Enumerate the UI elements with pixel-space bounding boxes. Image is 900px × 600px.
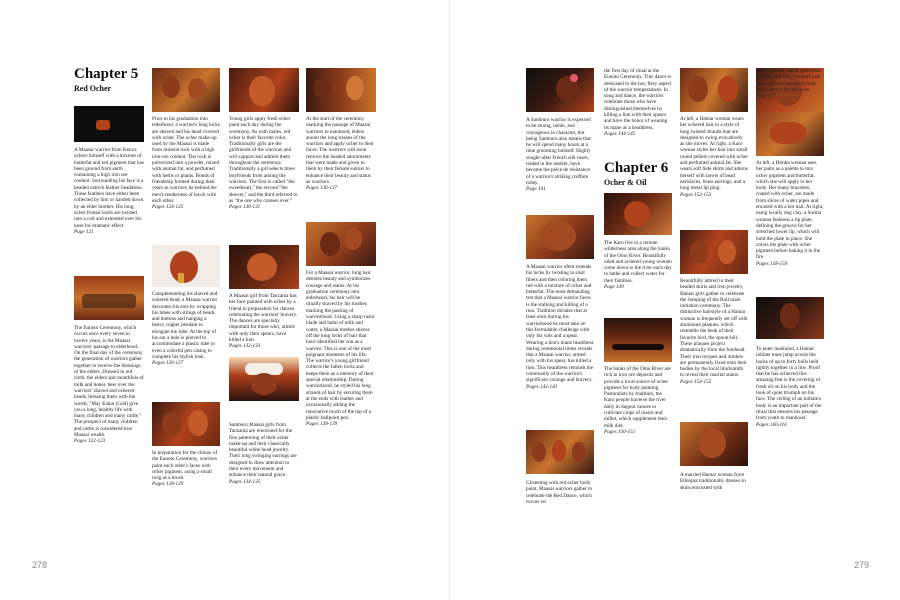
caption-page-ref: Pages 126-127 <box>152 360 184 367</box>
photo-warriors-painting <box>152 402 220 446</box>
photo-girl-face-painted <box>229 245 299 289</box>
caption-text: A married Hamar woman from Ethiopia traditionally dresses in skins encrusted with <box>680 472 746 491</box>
caption-warrior-ear <box>152 291 220 367</box>
caption-hamar-karo-hair <box>680 116 748 198</box>
caption-shaving-locks <box>306 270 376 427</box>
photo-young-girls-ocher <box>229 68 299 112</box>
caption-page-ref: Pages 142-143 <box>526 383 558 390</box>
caption-text: At left, a Himba woman uses her palm as a palette to mix ocher pigment and butterfat, which she will apply to her body. Her many bracelets, coated with ocher, are made from slices of water pipes and encased with a hot nail. At right, using locally dug clay, a Surma woman fashions a lip plate, defining the groove for her stretched lower lip, which will hold the plate in place. She colors the plate with ocher pigment before baking it in the fire. <box>756 160 824 261</box>
caption-page-ref: Pages 150-151 <box>604 428 636 435</box>
photo-elders-anoint <box>306 68 376 112</box>
photo-maasai-warrior-headdress <box>74 106 144 142</box>
chapter-title: Chapter 5 <box>74 66 139 82</box>
caption-karo-river <box>604 240 672 290</box>
caption-text: Samburu Maasai girls from Tanzania are renowned for the fine patterning of their ocher make-up and their classically beautiful white bead jewelry. Their long swinging earrings are designed to draw attention to their every movement and enhance their natural grace. <box>229 422 297 479</box>
chapter-title: Chapter 6 <box>604 160 669 176</box>
caption-text: Beautifully attired in their beaded skirts and iron jewelry, Hamar girls gather to celebrate the Jumping of the Bull male initiation ceremony. The distinctive hairstyle of a Hamar woman is frequently set off with aluminum plaques, which resemble the beak of their favorite bird, the spoon-bill. These plaques project dramatically from the forehead. Their iron torques and armlets are permanently fixed onto their bodies by the local blacksmith to reveal their marital status. <box>680 278 748 379</box>
photo-himba-palm <box>756 112 824 156</box>
chapter-5-heading <box>74 66 146 93</box>
caption-page-ref: Page 157 <box>756 93 776 100</box>
caption-page-ref: Page 141 <box>526 186 546 193</box>
photo-eunoto-ceremony <box>74 276 144 320</box>
caption-hamar-initiate <box>756 346 824 428</box>
photo-hamar-girls <box>680 230 748 274</box>
caption-text: cowrie shells, which symbolize fertility. Her hair, covered with fat, is rubbed into small balls and coated with red ocher. <box>756 68 822 93</box>
caption-text: The Karo live in a remote wilderness area along the banks of the Omo River. Beautifully oiled and ochered young women come down to the river each day to bathe and collect water for their families. <box>604 240 672 284</box>
caption-text: A Samburu warrior is expected to be strong, noble, and courageous in character, but being Samburu also means that he will spend many hours at a time grooming himself. Highly sought-after French silk roses, traded in the market, have become the pièce de résistance of a warrior's striking coiffure today. <box>526 117 591 186</box>
caption-text: A Maasai warrior often extends his locks by twisting in sisal fibers and then coloring them red with a mixture of ocher and butterfat. The most demanding test that a Maasai warrior faces is the stalking and killing of a lion. Tradition dictates that at least once during his warriorhood he must take on this formidable challenge with only his wits and a spear. Wearing a lion's mane headdress during ceremonial times reveals that a Maasai warrior, armed only with his spear, has killed a lion. This headdress reminds the community of the warrior's significant courage and bravery. <box>526 264 594 384</box>
caption-warriors-painting <box>152 450 220 488</box>
photo-samburu-warrior-roses <box>526 68 594 112</box>
caption-text: Young girls apply fresh ocher paint each day during the ceremony. As with males, red ocher is their favorite color. Traditionally girls are the girlfriends of the warriors and will support and admire them throughout the ceremony. Traditionally a girl selects three boyfriends from among the warriors. The first is called "the sweetheart," the second "the skewer," and the third referred to as "the one who crosses over." <box>229 116 298 204</box>
caption-red-dance-continued <box>604 68 672 137</box>
caption-cowrie-continued <box>756 68 824 99</box>
caption-page-ref: Page 121 <box>74 228 94 235</box>
caption-page-ref: Pages 124-125 <box>152 204 184 211</box>
caption-elders-anoint <box>306 116 376 192</box>
photo-karo-women <box>604 193 672 235</box>
caption-page-ref: Pages 130-131 <box>229 204 261 211</box>
caption-page-ref: Pages 160-161 <box>756 421 788 428</box>
photo-samburu-girls-beads <box>229 357 299 401</box>
caption-red-dance <box>526 480 594 505</box>
caption-lion-mane <box>526 264 594 390</box>
caption-text: Complementing his shaved and ochered head, a Maasai warrior decorates his ears by wrapping his lobes with strings of beads and buttons and hanging a heavy copper pendant to elongate the lobe. At the top of his ear a hole is pierced to accommodate a plastic tube or even a colorful pen casing to complete his stylish look. <box>152 291 218 360</box>
caption-text: To enter manhood, a Hamar initiate must jump across the backs of up to forty bulls held tightly together in a line. Proof that he has achieved this amazing feat is the covering of fresh oil on his body and the look of quiet triumph on his face. The ceiling of an initiate's body is an important part of the ritual that ensures his passage from youth to manhood. <box>756 346 822 422</box>
caption-text: The Eunoto Ceremony, which occurs once every seven to twelve years, is the Maasai warriors' passage to elderhood. On the final day of the ceremony the generation of warriors gather together to receive the blessings of the elders. Dressed in red cloth, the elders spit mouthfuls of milk and honey beer over the warriors' shaved and ochered heads, blessing them with the words, "May Enkai (God) give you a long, healthy life with many children and many cattle." The prospect of many children and cattle is considered true Maasai wealth. <box>74 325 144 439</box>
caption-page-ref: Page 149 <box>604 284 624 291</box>
caption-shaved-heads <box>152 116 220 210</box>
caption-samburu-girls <box>229 422 299 485</box>
caption-text: The banks of the Omo River are rich in iron ore deposits and provide a local source of ocher pigment for body painting. Pastoralists by tradition, the Karo people traverse the river daily in dugout canoes to cultivate crops of maize and millet, which supplement their milk diet. <box>604 366 671 429</box>
caption-page-ref: Pages 158-159 <box>756 260 788 267</box>
photo-shaving-locks <box>306 222 376 266</box>
caption-text: Prior to his graduation into elderhood, a warrior's long locks are shaved and his head covered with ocher. The ocher make-up used by the Maasai is made from mineral rock with a high iron-ore content. The rock is pulverized into a powder, mixed with animal fat, and perfumed with herbs or plants. Bonds of friendship formed during their years as warriors lie behind the men's tenderness of touch with each other. <box>152 116 220 204</box>
caption-text: Glistening with red ocher body paint, Maasai warriors gather to celebrate the Red Dance, which occurs on <box>526 480 593 505</box>
chapter-subtitle: Ocher & Oil <box>604 178 647 187</box>
caption-omo-river <box>604 366 672 435</box>
photo-omo-river-canoe <box>604 318 672 362</box>
caption-text: A Maasai warrior from Kenya ochers himself with a mixture of butterfat and red pigment that has been ground from earth containing a high iron ore content. Surrounding his face is a beaded ostrich feather headdress. These feathers have either been collected by him or handed down by an elder brother. His long, ocher frontal locks are twisted into a coil and extended over his nose for dramatic effect. <box>74 147 144 229</box>
caption-page-ref: Pages 134-135 <box>229 478 261 485</box>
caption-text: the first day of ritual at the Eunoto Ceremony. This dance is dedicated to the hot, fiery aspect of the warrior temperament. In song and dance, the warriors celebrate those who have distinguished themselves by killing a lion with their spears and have the honor of wearing its mane as a headdress. <box>604 68 672 131</box>
photo-red-dance <box>526 430 594 474</box>
page-number-right: 279 <box>854 560 870 570</box>
caption-page-ref: Pages 144-145 <box>604 130 636 137</box>
caption-page-ref: Pages 154-155 <box>680 378 712 385</box>
caption-married-hamar <box>680 472 748 491</box>
caption-page-ref: Pages 128-129 <box>152 481 184 488</box>
caption-page-ref: Pages 136-137 <box>306 185 338 192</box>
photo-hamar-initiate <box>756 297 824 339</box>
page-number-left: 278 <box>32 560 48 570</box>
caption-himba-surma <box>756 160 824 267</box>
photo-married-hamar-woman <box>680 422 748 466</box>
caption-samburu-warrior <box>526 117 594 193</box>
caption-hamar-girls <box>680 278 748 385</box>
chapter-6-heading <box>604 160 676 187</box>
photo-warrior-ear <box>152 245 220 287</box>
photo-shaved-heads <box>152 68 220 112</box>
caption-text: In preparation for the climax of the Eunoto Ceremony, warriors paint each other's faces with ocher pigment, using a small twig as a brush. <box>152 450 218 482</box>
chapter-subtitle: Red Ocher <box>74 84 112 93</box>
photo-lion-mane-warrior <box>526 215 594 259</box>
caption-page-ref: Pages 152-153 <box>680 191 712 198</box>
caption-page-ref: Pages 138-139 <box>306 421 338 428</box>
caption-eunoto-ceremony <box>74 325 144 445</box>
caption-young-girls <box>229 116 299 210</box>
caption-text: At the start of the ceremony marking the passage of Maasai warriors to manhood, elders anoint the long tresses of the warriors and apply ocher to their faces. The warriors will soon remove the beaded adornments that were made and given to them by their female suitors to enhance their beauty and status as warriors. <box>306 116 374 185</box>
caption-girl-face-painted <box>229 293 299 350</box>
caption-text: For a Maasai warrior, long hair denotes beauty and symbolizes courage and status. At his graduation ceremony into elderhood, his hair will be ritually shaved by his mother, marking the passing of warriorhood. Using a sharp razor blade and balm of milk and water, a Maasai mother shaves off the long locks of hair that have identified her son as a warrior. This is one of the most poignant moments of his life. The warrior's young girlfriend collects the fallen locks and keeps them as a memory of their special relationship. During warriorhood, he styled his long strands of hair by securing them at the ends with leather and occasionally adding the innovative touch of the top of a plastic ballpoint pen. <box>306 270 375 421</box>
right-page <box>450 0 900 600</box>
caption-page-ref: Pages 122-123 <box>74 438 106 445</box>
caption-text: A Maasai girl from Tanzania has her face painted with ocher by a friend in preparation for dances celebrating the warriors' bravery. The dances are specially important for those who, armed with only their spears, have killed a lion. <box>229 293 298 344</box>
caption-text: At left, a Hamar woman wears her ochered hair in a style of long twisted strands that are designed to swing evocatively as she moves. At right, a Karo woman styles her hair into small round pellets covered with ocher and perfumed animal fat. She wears soft hide skirts and adorns herself with layers of bead necklaces, brass earrings, and a long metal lip plug. <box>680 116 748 192</box>
photo-hamar-karo-hair <box>680 68 748 112</box>
caption-warrior-headdress <box>74 147 144 235</box>
caption-page-ref: Pages 132-133 <box>229 343 261 350</box>
